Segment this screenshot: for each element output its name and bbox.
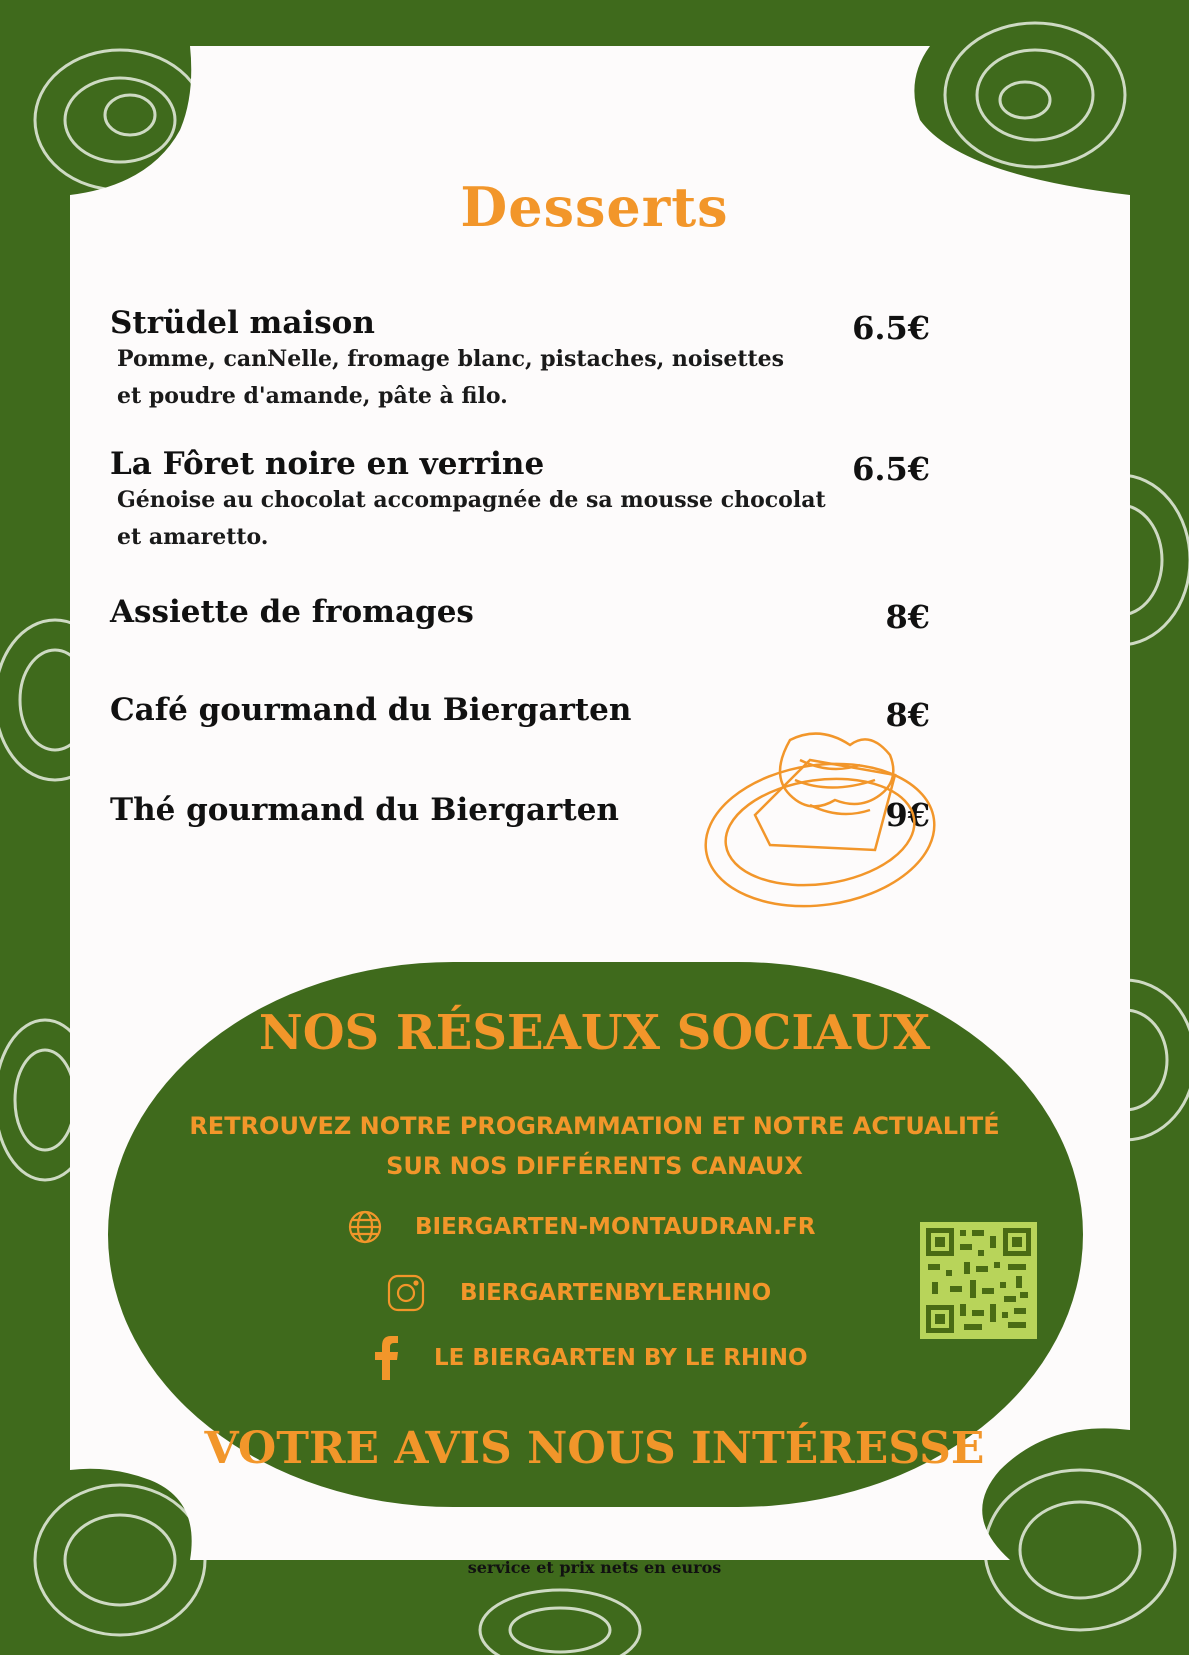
menu-item <box>110 305 1070 415</box>
item-name: Café gourmand du Biergarten <box>110 692 632 728</box>
item-price: 6.5€ <box>852 450 930 488</box>
facebook-link-text: LE BIERGARTEN BY LE RHINO <box>434 1345 808 1371</box>
item-description <box>117 482 937 556</box>
item-price: 8€ <box>885 696 930 734</box>
item-price: 6.5€ <box>852 309 930 347</box>
globe-icon <box>347 1209 383 1245</box>
dessert-illustration <box>700 720 940 920</box>
social-subtitle-line: RETROUVEZ NOTRE PROGRAMMATION ET NOTRE ACTUALITÉ <box>189 1112 1000 1140</box>
social-title: NOS RÉSEAUX SOCIAUX <box>258 1005 931 1061</box>
item-price: 8€ <box>885 598 930 636</box>
footer-note: service et prix nets en euros <box>467 1558 722 1577</box>
qr-code[interactable] <box>920 1222 1037 1339</box>
item-name: Thé gourmand du Biergarten <box>110 792 619 828</box>
item-desc-line: Pomme, canNelle, fromage blanc, pistaches, noisettes <box>117 346 785 372</box>
menu-item <box>110 446 1070 556</box>
item-price: 9€ <box>885 796 930 834</box>
item-description <box>117 341 897 415</box>
website-link-text: BIERGARTEN-MONTAUDRAN.FR <box>415 1214 816 1240</box>
facebook-link[interactable] <box>375 1336 808 1380</box>
social-subtitle-line: SUR NOS DIFFÉRENTS CANAUX <box>386 1152 803 1180</box>
menu-item <box>110 594 1070 636</box>
facebook-icon <box>375 1336 399 1380</box>
instagram-icon <box>386 1273 426 1313</box>
item-desc-line: Génoise au chocolat accompagnée de sa mousse chocolat <box>117 487 826 513</box>
page-title: Desserts <box>460 175 729 239</box>
item-name: Strüdel maison <box>110 305 375 341</box>
instagram-link[interactable] <box>386 1273 771 1313</box>
website-link[interactable] <box>347 1209 815 1245</box>
feedback-banner: VOTRE AVIS NOUS INTÉRESSE <box>204 1423 985 1474</box>
social-subtitle <box>0 1106 1189 1186</box>
item-desc-line: et amaretto. <box>117 524 269 550</box>
item-name: Assiette de fromages <box>110 594 474 630</box>
instagram-link-text: BIERGARTENBYLERHINO <box>460 1280 772 1306</box>
item-name: La Fôret noire en verrine <box>110 446 545 482</box>
item-desc-line: et poudre d'amande, pâte à filo. <box>117 383 508 409</box>
